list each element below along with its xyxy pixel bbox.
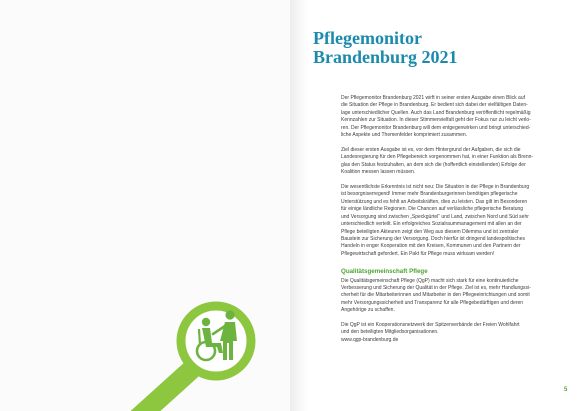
text-line: und Versorgung sind zwischen „Speckgürtel“ und Land, zwischen Nord und Süd sehr bbox=[341, 213, 529, 220]
text-line: Die Qualitätsgemeinschaft Pflege (QgP) macht sich stark für eine kontinuierliche bbox=[341, 277, 519, 284]
page-fold bbox=[290, 0, 308, 411]
text-line: cherheit für die Mitarbeiterinnen und Mitarbeiter in den Pflegeeinrichtungen und somit bbox=[341, 292, 530, 299]
text-line: Landesregierung für den Pflegebereich vorgenommen hat, in einer Funktion als Brenn- bbox=[341, 154, 534, 161]
text-line: mehr Versorgungssicherheit und Transparenz für alle Pflegebedürftigen und deren bbox=[341, 299, 524, 306]
text-line: und den beteiligten Mitgliedsorganisationen. bbox=[341, 329, 439, 336]
text-line: die Situation der Pflege in Brandenburg. Er bedient sich dabei der vielfältigen Daten- bbox=[341, 102, 528, 109]
section-paragraphs bbox=[341, 278, 563, 345]
text-line: unterschiedlich verteilt. Ein erfolgreiches Sozialraummanagement mit allen an der bbox=[341, 221, 522, 228]
wheelchair-back bbox=[199, 329, 200, 345]
text-line: Angehörige zu schaffen. bbox=[341, 307, 395, 314]
caregiver-head bbox=[225, 310, 234, 319]
text-line: Handeln in enger Kooperation mit den Kreisen, Kommunen und den Partnern der bbox=[341, 243, 521, 250]
text-line: Pflegewirtschaft gefordert. Ein Pakt für Pflege muss wirksam werden! bbox=[341, 250, 495, 257]
text-line: ist besorgniserregend! Immer mehr Brandenburgerinnen benötigen pflegerische bbox=[341, 191, 518, 198]
title-line: Pflegemonitor bbox=[313, 28, 422, 48]
text-line: Koalition messen lassen müssen. bbox=[341, 169, 416, 176]
paragraph bbox=[341, 184, 563, 258]
page-title bbox=[313, 29, 458, 67]
section-heading: Qualitätsgemeinschaft Pflege bbox=[341, 268, 428, 276]
magnifying-glass-icon bbox=[120, 285, 290, 411]
text-line: Der Pflegemonitor Brandenburg 2021 wirft in seiner ersten Ausgabe einen Blick auf bbox=[341, 95, 525, 101]
text-line: Verbesserung und Sicherung der Qualität in der Pflege. Ziel ist es, mehr Handlungssi- bbox=[341, 284, 531, 291]
paragraph bbox=[341, 278, 563, 315]
text-line: Die QgP ist ein Kooperationsnetzwerk der Spitzenverbände der Freien Wohlfahrt bbox=[341, 322, 520, 329]
text-line: lage unterschiedlicher Quellen. Auch das Land Brandenburg veröffentlicht regelmäßig bbox=[341, 109, 531, 116]
text-line: ren. Der Pflegemonitor Brandenburg will dem entgegenwirken und bringt unterschied- bbox=[341, 124, 531, 131]
paragraph bbox=[341, 147, 563, 177]
page-number: 5 bbox=[564, 387, 568, 393]
paragraph bbox=[341, 95, 563, 139]
body-text bbox=[341, 95, 563, 352]
right-page bbox=[290, 0, 580, 411]
paragraph bbox=[341, 322, 563, 344]
title-line: Brandenburg 2021 bbox=[313, 47, 458, 67]
text-line: Pflege beteiligten Akteuren zeigt den Weg aus diesem Dilemma und ist zentraler bbox=[341, 228, 519, 235]
text-line: liche Aspekte und Themenfelder komprimiert zusammen. bbox=[341, 132, 468, 139]
text-line: Baustein zur Sicherung der Versorgung. Doch hierfür ist dringend landespolitisches bbox=[341, 235, 525, 242]
text-line: glas den Status festzuhalten, an dem sich die (hoffentlich einstellenden) Erfolge der bbox=[341, 161, 526, 168]
text-line: www.qgp-brandenburg.de bbox=[341, 336, 399, 343]
text-line: für einige ländliche Regionen. Die Chancen auf verlässliche pflegerische Beratung bbox=[341, 206, 524, 213]
seated-person-head bbox=[202, 318, 210, 326]
text-line: Unterstützung und es fehlt an Arbeitskräften, dies zu leisten. Das gilt im Besonderen bbox=[341, 198, 528, 205]
text-line: Kennzahlen zur Situation. In dieser Stimmenvielfalt geht der Fokus nur zu leicht verlo- bbox=[341, 117, 531, 124]
text-line: Die wesentlichste Erkenntnis ist nicht neu: Die Situation in der Pflege in Brandenburg bbox=[341, 184, 530, 191]
magnifying-glass-lens bbox=[181, 306, 251, 376]
intro-paragraphs bbox=[341, 95, 563, 258]
magnifying-glass-handle bbox=[130, 369, 192, 411]
text-line: Ziel dieser ersten Ausgabe ist es, vor dem Hintergrund der Aufgaben, die sich die bbox=[341, 146, 521, 153]
